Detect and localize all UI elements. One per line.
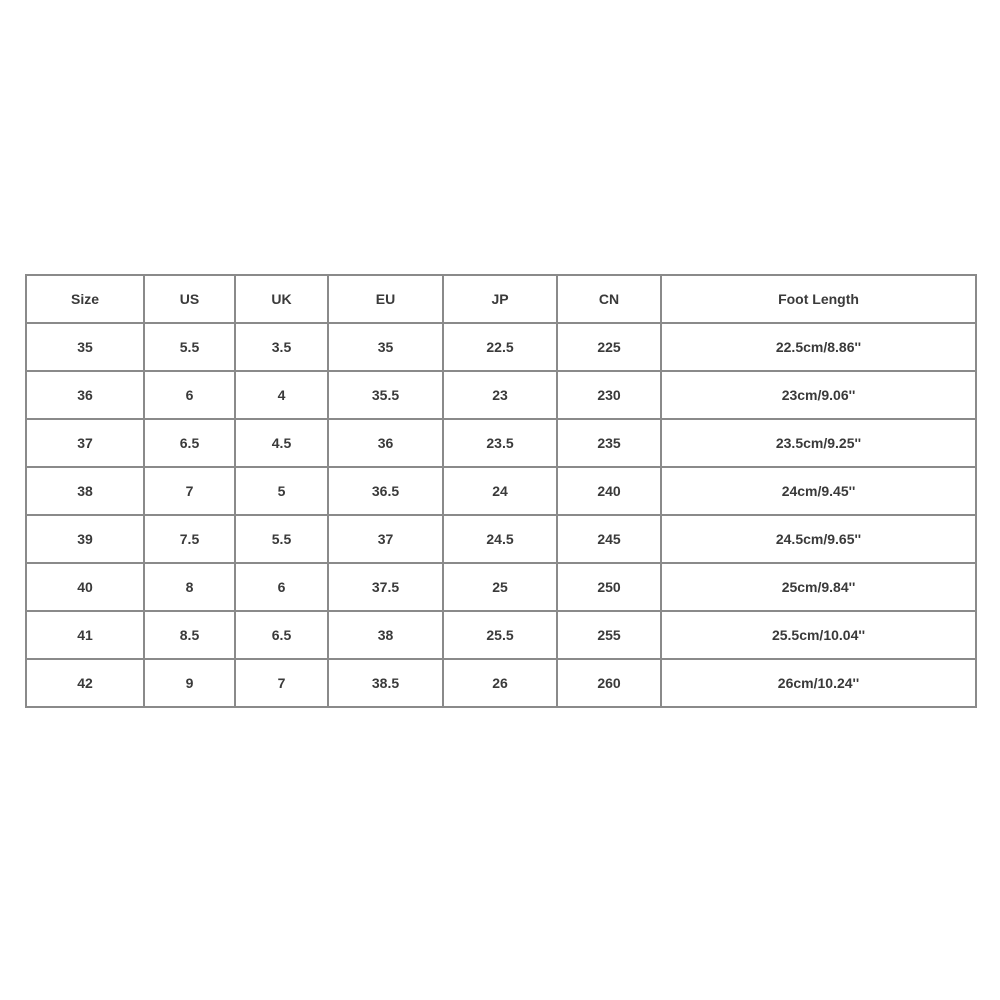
table-row [26, 659, 976, 707]
cell-foot-length: 25cm/9.84'' [661, 563, 976, 611]
table-row [26, 515, 976, 563]
cell-jp: 22.5 [443, 323, 557, 371]
column-header-cn: CN [557, 275, 661, 323]
cell-jp: 25.5 [443, 611, 557, 659]
cell-jp: 23.5 [443, 419, 557, 467]
cell-size: 42 [26, 659, 144, 707]
cell-size: 40 [26, 563, 144, 611]
column-header-size: Size [26, 275, 144, 323]
cell-size: 36 [26, 371, 144, 419]
cell-cn: 255 [557, 611, 661, 659]
cell-jp: 24.5 [443, 515, 557, 563]
cell-us: 9 [144, 659, 235, 707]
table-row [26, 467, 976, 515]
table-row [26, 611, 976, 659]
cell-size: 39 [26, 515, 144, 563]
cell-foot-length: 22.5cm/8.86'' [661, 323, 976, 371]
cell-cn: 225 [557, 323, 661, 371]
cell-eu: 38.5 [328, 659, 443, 707]
cell-eu: 35 [328, 323, 443, 371]
table-row [26, 323, 976, 371]
cell-uk: 3.5 [235, 323, 328, 371]
cell-uk: 4 [235, 371, 328, 419]
column-header-uk: UK [235, 275, 328, 323]
cell-foot-length: 26cm/10.24'' [661, 659, 976, 707]
cell-uk: 5.5 [235, 515, 328, 563]
cell-eu: 38 [328, 611, 443, 659]
cell-eu: 35.5 [328, 371, 443, 419]
cell-jp: 24 [443, 467, 557, 515]
cell-us: 8.5 [144, 611, 235, 659]
column-header-jp: JP [443, 275, 557, 323]
cell-uk: 5 [235, 467, 328, 515]
cell-uk: 6.5 [235, 611, 328, 659]
cell-uk: 4.5 [235, 419, 328, 467]
cell-foot-length: 24cm/9.45'' [661, 467, 976, 515]
column-header-eu: EU [328, 275, 443, 323]
cell-cn: 250 [557, 563, 661, 611]
cell-us: 6.5 [144, 419, 235, 467]
cell-jp: 23 [443, 371, 557, 419]
cell-us: 5.5 [144, 323, 235, 371]
cell-cn: 230 [557, 371, 661, 419]
table-row [26, 563, 976, 611]
column-header-foot-length: Foot Length [661, 275, 976, 323]
cell-us: 8 [144, 563, 235, 611]
cell-cn: 240 [557, 467, 661, 515]
column-header-us: US [144, 275, 235, 323]
table-row [26, 371, 976, 419]
cell-cn: 245 [557, 515, 661, 563]
cell-eu: 37.5 [328, 563, 443, 611]
cell-size: 35 [26, 323, 144, 371]
cell-foot-length: 23.5cm/9.25'' [661, 419, 976, 467]
cell-us: 7.5 [144, 515, 235, 563]
cell-cn: 260 [557, 659, 661, 707]
cell-uk: 6 [235, 563, 328, 611]
cell-size: 37 [26, 419, 144, 467]
cell-eu: 37 [328, 515, 443, 563]
cell-foot-length: 25.5cm/10.04'' [661, 611, 976, 659]
cell-eu: 36 [328, 419, 443, 467]
cell-eu: 36.5 [328, 467, 443, 515]
table-row [26, 419, 976, 467]
cell-us: 7 [144, 467, 235, 515]
cell-jp: 26 [443, 659, 557, 707]
cell-cn: 235 [557, 419, 661, 467]
size-chart-table [25, 274, 977, 708]
cell-foot-length: 23cm/9.06'' [661, 371, 976, 419]
cell-us: 6 [144, 371, 235, 419]
cell-uk: 7 [235, 659, 328, 707]
cell-size: 38 [26, 467, 144, 515]
cell-foot-length: 24.5cm/9.65'' [661, 515, 976, 563]
header-row [26, 275, 976, 323]
cell-jp: 25 [443, 563, 557, 611]
cell-size: 41 [26, 611, 144, 659]
